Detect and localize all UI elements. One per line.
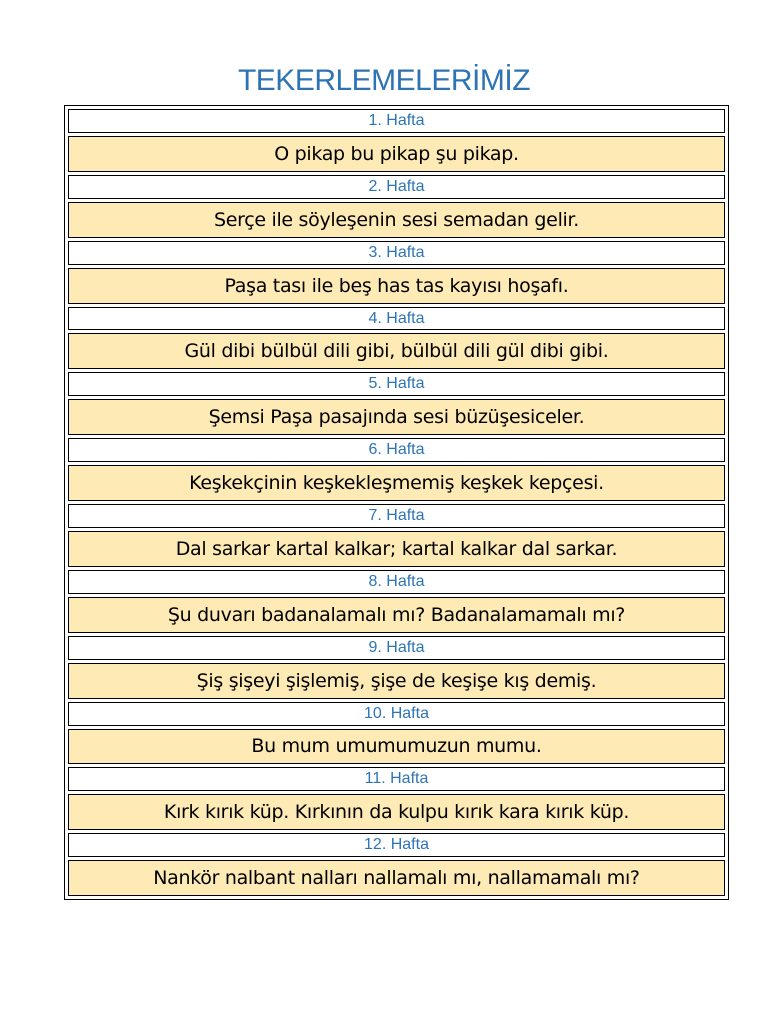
week-label-1: 1. Hafta [68, 109, 725, 133]
week-label-2: 2. Hafta [68, 175, 725, 199]
week-label-9: 9. Hafta [68, 636, 725, 660]
phrase-1: O pikap bu pikap şu pikap. [68, 136, 725, 172]
phrase-3: Paşa tası ile beş has tas kayısı hoşafı. [68, 268, 725, 304]
phrase-5: Şemsi Paşa pasajında sesi büzüşesiceler. [68, 399, 725, 435]
phrase-12: Nankör nalbant nalları nallamalı mı, nallamamalı mı? [68, 860, 725, 896]
week-label-3: 3. Hafta [68, 241, 725, 265]
week-label-6: 6. Hafta [68, 438, 725, 462]
week-label-11: 11. Hafta [68, 767, 725, 791]
phrase-9: Şiş şişeyi şişlemiş, şişe de keşişe kış demiş. [68, 663, 725, 699]
phrase-11: Kırk kırık küp. Kırkının da kulpu kırık kara kırık küp. [68, 794, 725, 830]
week-label-10: 10. Hafta [68, 702, 725, 726]
phrase-10: Bu mum umumumuzun mumu. [68, 729, 725, 765]
week-label-12: 12. Hafta [68, 833, 725, 857]
phrase-4: Gül dibi bülbül dili gibi, bülbül dili gül dibi gibi. [68, 333, 725, 369]
phrase-6: Keşkekçinin keşkekleşmemiş keşkek kepçesi. [68, 465, 725, 501]
page-title: TEKERLEMELERİMİZ [237, 64, 531, 97]
week-label-8: 8. Hafta [68, 570, 725, 594]
phrase-2: Serçe ile söyleşenin sesi semadan gelir. [68, 202, 725, 238]
phrase-7: Dal sarkar kartal kalkar; kartal kalkar dal sarkar. [68, 531, 725, 567]
table-rows [68, 109, 725, 896]
week-label-5: 5. Hafta [68, 372, 725, 396]
tongue-twister-table [64, 105, 729, 900]
phrase-8: Şu duvarı badanalamalı mı? Badanalamamalı mı? [68, 597, 725, 633]
week-label-4: 4. Hafta [68, 307, 725, 331]
week-label-7: 7. Hafta [68, 504, 725, 528]
